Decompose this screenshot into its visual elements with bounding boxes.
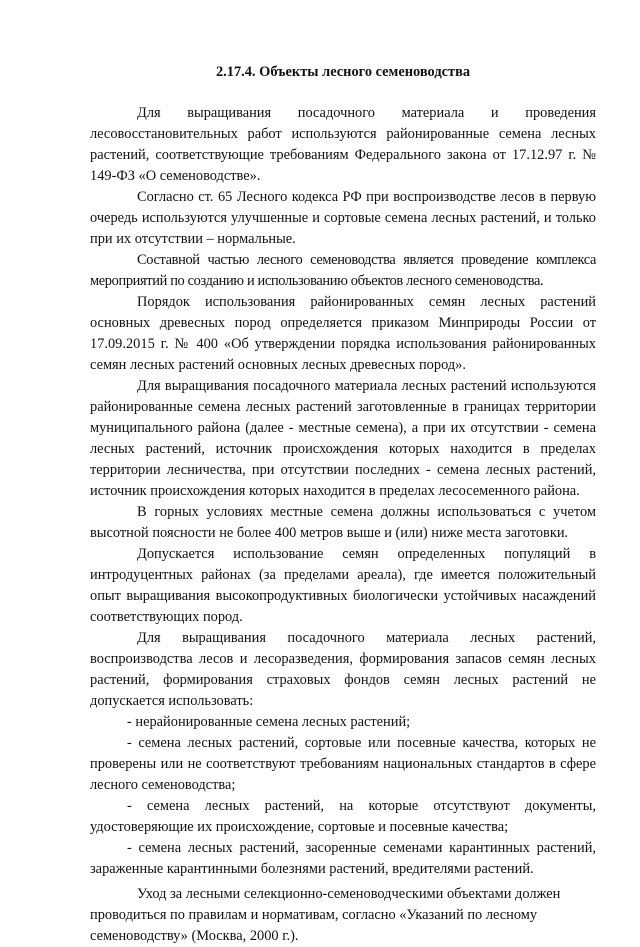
paragraph-seed-program: Составной частью лесного семеноводства является проведение комплекса мероприятий по созданию и использованию объектов лесного семеноводства. xyxy=(90,252,596,289)
list-item-non-zoned-seeds: - нерайонированные семена лесных растений; xyxy=(127,714,411,730)
paragraph-not-allowed: Для выращивания посадочного материала лесных растений, воспроизводства лесов и лесоразведения, формирования запасов семян лесных растений, формирования страховых фондов семян лесных растений не допускается использовать: xyxy=(90,630,596,709)
list-item-unchecked-quality: - семена лесных растений, сортовые или посевные качества, которых не проверены или не соответствуют требованиям национальных стандартов в сфере лесного семеноводства; xyxy=(90,735,596,793)
paragraph-maintenance-rules: Уход за лесными селекционно-семеноводческими объектами должен проводиться по правилам и нормативам, согласно «Указаний по лесному семеноводству» (Москва, 2000 г.). xyxy=(90,886,561,944)
paragraph-forest-code: Согласно ст. 65 Лесного кодекса РФ при воспроизводстве лесов в первую очередь используются улучшенные и сортовые семена лесных растений, и только при их отсутствии – нормальные. xyxy=(90,189,596,247)
paragraph-mountain-conditions: В горных условиях местные семена должны использоваться с учетом высотной поясности не более 400 метров выше и (или) ниже места заготовки. xyxy=(90,504,596,541)
paragraph-introduction-areas: Допускается использование семян определенных популяций в интродуцентных районах (за пределами ареала), где имеется положительный опыт выращивания высокопродуктивных биологически устойчивых насаждений соответствующих пород. xyxy=(90,546,596,625)
document-page xyxy=(90,62,596,947)
paragraph-local-seeds: Для выращивания посадочного материала лесных растений используются районированные семена лесных растений заготовленные в границах территории муниципального района (далее - местные семена), а при их отсутствии - семена лесных растений, источник происхождения которых находится в пределах территории лесничества, при отсутствии последних - семена лесных растений, источник происхождения которых находится в пределах лесосеменного района. xyxy=(90,378,596,499)
section-title: 2.17.4. Объекты лесного семеноводства xyxy=(215,64,471,80)
list-item-quarantine: - семена лесных растений, засоренные семенами карантинных растений, зараженные карантинными болезнями растений, вредителями растений. xyxy=(90,840,596,877)
paragraph-order-of-use: Порядок использования районированных семян лесных растений основных древесных пород определяется приказом Минприроды России от 17.09.2015 г. № 400 «Об утверждении порядка использования районированных семян лесных растений основных лесных древесных пород». xyxy=(90,294,596,373)
paragraph-seeds-requirements: Для выращивания посадочного материала и проведения лесовосстановительных работ используются районированные семена лесных растений, соответствующие требованиям Федерального закона от 17.12.97 г. № 149-ФЗ «О семеноводстве». xyxy=(90,105,596,184)
list-item-no-documents: - семена лесных растений, на которые отсутствуют документы, удостоверяющие их происхождение, сортовые и посевные качества; xyxy=(90,798,596,835)
